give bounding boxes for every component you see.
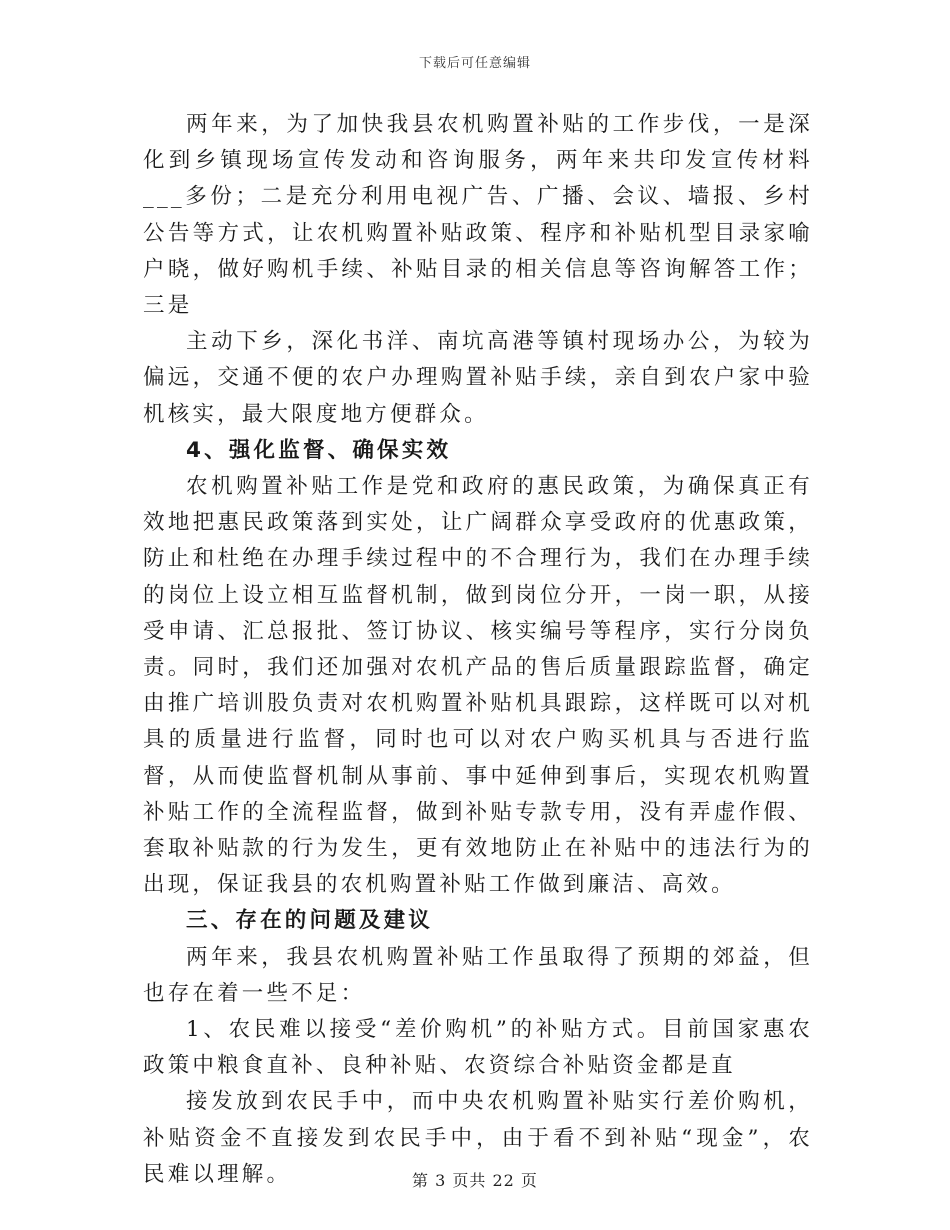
page-number: 第 3 页共 22 页	[412, 1171, 538, 1190]
paragraph: 两年来，我县农机购置补贴工作虽取得了预期的郊益，但也存在着一些不足：	[143, 944, 813, 1006]
paragraph: 1、农民难以接受“差价购机”的补贴方式。目前国家惠农政策中粮食直补、良种补贴、农资综合补贴资金都是直	[143, 1017, 813, 1079]
paragraph: 两年来，为了加快我县农机购置补贴的工作步伐，一是深化到乡镇现场宣传发动和咨询服务，两年来共印发宣传材料___多份；二是充分利用电视广告、广播、会议、墙报、乡村公告等方式，让农机购置补贴政策、程序和补贴机型目录家喻户晓，做好购机手续、补贴目录的相关信息等咨询解答工作；三是	[143, 112, 813, 319]
section-heading: 4、强化监督、确保实效	[186, 437, 452, 463]
paragraph: 主动下乡，深化书洋、南坑高港等镇村现场办公，为较为偏远，交通不便的农户办理购置补贴手续，亲自到农户家中验机核实，最大限度地方便群众。	[143, 329, 813, 427]
paragraph: 农机购置补贴工作是党和政府的惠民政策，为确保真正有效地把惠民政策落到实处，让广阔群众享受政府的优惠政策，防止和杜绝在办理手续过程中的不合理行为，我们在办理手续的岗位上设立相互监督机制，做到岗位分开，一岗一职，从接受申请、汇总报批、签订协议、核实编号等程序，实行分岗负责。同时，我们还加强对农机产品的售后质量跟踪监督，确定由推广培训股负责对农机购置补贴机具跟踪，这样既可以对机具的质量进行监督，同时也可以对农户购买机具与否进行监督，从而使监督机制从事前、事中延伸到事后，实现农机购置补贴工作的全流程监督，做到补贴专款专用，没有弄虚作假、套取补贴款的行为发生，更有效地防止在补贴中的违法行为的出现，保证我县的农机购置补贴工作做到廉洁、高效。	[143, 474, 813, 898]
document-body	[143, 107, 813, 1193]
paragraph: 接发放到农民手中，而中央农机购置补贴实行差价购机，补贴资金不直接发到农民手中，由于看不到补贴“现金”，农民难以理解。	[143, 1089, 813, 1187]
section-heading: 三、存在的问题及建议	[186, 908, 434, 934]
page-header: 下载后可任意编辑	[418, 56, 531, 71]
